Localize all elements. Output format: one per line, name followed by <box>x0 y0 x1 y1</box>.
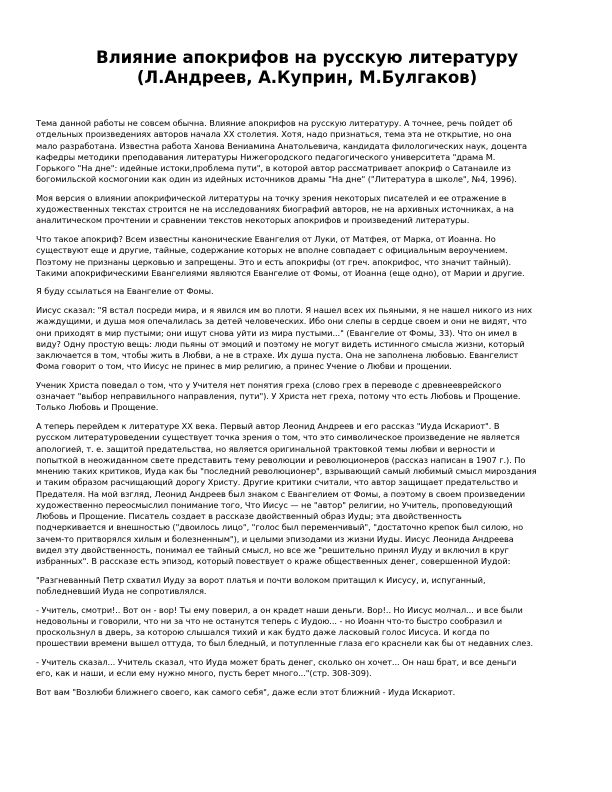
text-line: Ученик Христа поведал о том, что у Учителя нет понятия греха (слово грех в переводе с древнееврейского <box>36 379 502 390</box>
text-line: они приходят в мир пустыми; они ищут снова уйти из мира пустыми..." (Евангелие от Фомы, 33). Что он имел в <box>36 327 517 338</box>
text-line: Вот вам "Возлюби ближнего своего, как самого себя", даже если этот ближний - Иуда Искариот. <box>36 686 456 697</box>
text-line: аналитическом прочтении и сравнении текстов некоторых апокрифов и произведений литературы. <box>36 215 470 226</box>
text-line: отдельных произведениях авторов начала XX столетия. Хотя, надо признаться, тема эта не открытие, но она <box>36 129 512 140</box>
text-line: Поэтому не признаны церковью и запрещены. Это и есть апокрифы (от греч. апокрифос, что значит тайный). <box>36 256 512 267</box>
text-line: заключается в том, чтобы жить в Любви, а не в страхе. Их душа пуста. Она не заполнена любовью. Евангелист <box>36 350 519 361</box>
paragraph <box>36 118 578 186</box>
text-line: богомильской космогонии как один из идейных источников драмы "На дне" ("Литература в школе", №4, 1996). <box>36 174 517 185</box>
text-line: Только Любовь и Прощение. <box>36 402 159 413</box>
text-line: - Учитель сказал... Учитель сказал, что Иуда может брать денег, сколько он хочет... Он наш брат, и все деньги <box>36 657 517 668</box>
text-line: прошествии времени вышел оттуда, то был бледный, и потупленные глаза его краснели как бы от недавних слез. <box>36 638 534 649</box>
paragraph <box>36 605 578 650</box>
text-line: попыткой в неожиданном свете представить тему революции и революционеров (рассказ написан в 1907 г.). По <box>36 454 526 465</box>
text-line: видел эту двойственность, понимал ее тайный смысл, но все же "решительно принял Иуду и включил в круг <box>36 544 509 555</box>
text-line: Моя версия о влиянии апокрифической литературы на точку зрения некоторых писателей и ее отражение в <box>36 192 507 203</box>
text-line: существуют еще и другие, тайные, содержание которых не вполне совпадает с официальным вероучением. <box>36 245 508 256</box>
title-line: (Л.Андреев, А.Куприн, М.Булгаков) <box>136 68 478 87</box>
paragraph <box>36 286 578 297</box>
paragraph <box>36 575 578 598</box>
text-line: Тема данной работы не совсем обычна. Влияние апокрифов на русскую литературу. А точнее, речь пойдет об <box>36 118 513 128</box>
text-line: Я буду ссылаться на Евангелие от Фомы. <box>36 286 214 297</box>
text-line: "Разгневанный Петр схватил Иуду за ворот платья и почти волоком притащил к Иисусу, и, испуганный, <box>36 574 486 585</box>
text-line: мало разработана. Известна работа Ханова Вениамина Анатольевича, кандидата филологических наук, доцента <box>36 140 528 151</box>
text-line: Любовь и Прощение. Писатель создает в рассказе двойственный образ Иуды; эта двойственность <box>36 511 462 522</box>
title-line: Влияние апокрифов на русскую литературу <box>96 48 518 67</box>
text-line: недовольны и говорили, что ни за что не останутся теперь с Иудою... - но Иоанн что-то быстро сообразил и <box>36 615 502 626</box>
text-line: апологией, т. е. защитой предательства, но является оригинальной трактовкой темы любви и верности и <box>36 443 496 454</box>
text-line: Иисус сказал: "Я встал посреди мира, и я явился им во плоти. Я нашел всех их пьяными, я не нашел никого из них <box>36 305 532 316</box>
paragraph <box>36 234 578 279</box>
text-line: проскользнул в дверь, за которою слышался тихий и как будто даже ласковый голос Иисуса. И когда по <box>36 627 490 638</box>
document-body <box>36 118 578 698</box>
text-line: и таким образом расчищающий дорогу Христу. Другие критики считали, что автор защищает предательство и <box>36 477 519 488</box>
paragraph <box>36 421 578 567</box>
text-line: побледневший Иуда не сопротивлялся. <box>36 585 207 596</box>
text-line: виду? Одну простую вещь: люди пьяны от эмоций и поэтому не могут видеть истинного смысла жизни, который <box>36 338 525 349</box>
text-line: А теперь перейдем к литературе XX века. Первый автор Леонид Андреев и его рассказ "Иуда Искариот". В <box>36 421 500 432</box>
text-line: Горького "На дне": идейные истоки,проблема пути", в которой автор рассматривает апокриф о Сатанаиле из <box>36 163 511 173</box>
text-line: подчеркивается и внешностью ("двоилось лицо", "голос был переменчивый", "достаточно крепок был силою, но <box>36 522 524 533</box>
text-line: Фома говорит о том, что Иисус не принес в мир религию, а принес Учение о Любви и прощении. <box>36 361 452 372</box>
paragraph <box>36 305 578 373</box>
text-line: его, как и наши, и если ему нужно много, пусть берет много..."(стр. 308-309). <box>36 668 372 679</box>
text-line: русском литературоведении существует точка зрения о том, что это символическое произведение не является <box>36 432 520 443</box>
text-line: кафедры методики преподавания литературы Нижегородского педагогического университета "драма М. <box>36 151 496 162</box>
paragraph <box>36 657 578 680</box>
text-line: зачем-то притворялся хилым и болезненным"), и целыми эпизодами из жизни Иуды. Иисус Леонида Андреева <box>36 533 514 544</box>
text-line: избранных". В рассказе есть эпизод, который повествует о краже общественных денег, совершенной Иудой: <box>36 556 511 567</box>
text-line: жаждущими, и душа моя опечалилась за детей человеческих. Ибо они слепы в сердце своем и они не видят, что <box>36 316 527 327</box>
paragraph <box>36 380 578 414</box>
text-line: художественно переосмыслил понимание того, Что Иисус — не "автор" религии, но Учитель, проповедующий <box>36 499 513 510</box>
text-line: Такими апокрифическими Евангелиями являются Евангелие от Фомы, от Иоанна (еще одно), от Марии и другие. <box>36 267 525 278</box>
paragraph <box>36 193 578 227</box>
text-line: Что такое апокриф? Всем известны канонические Евангелия от Луки, от Матфея, от Марка, от Иоанна. Но <box>36 234 496 245</box>
paragraph <box>36 687 578 698</box>
text-line: - Учитель, смотри!.. Вот он - вор! Ты ему поверил, а он крадет наши деньги. Вор!.. Но Иисус молчал... и все были <box>36 604 523 615</box>
text-line: означает "выбор неправильного направления, пути"). У Христа нет греха, потому что есть Любовь и Прощение. <box>36 391 521 402</box>
text-line: художественных текстах строится не на исследованиях биографий авторов, не на архивных источниках, а на <box>36 204 514 215</box>
text-line: мнению таких критиков, Иуда как бы "последний революционер", взрывающий самый любимый смысл мироздания <box>36 466 537 477</box>
text-line: Предателя. На мой взгляд, Леонид Андреев был знаком с Евангелием от Фомы, а поэтому в своем произведении <box>36 488 526 499</box>
page-title <box>36 48 578 88</box>
